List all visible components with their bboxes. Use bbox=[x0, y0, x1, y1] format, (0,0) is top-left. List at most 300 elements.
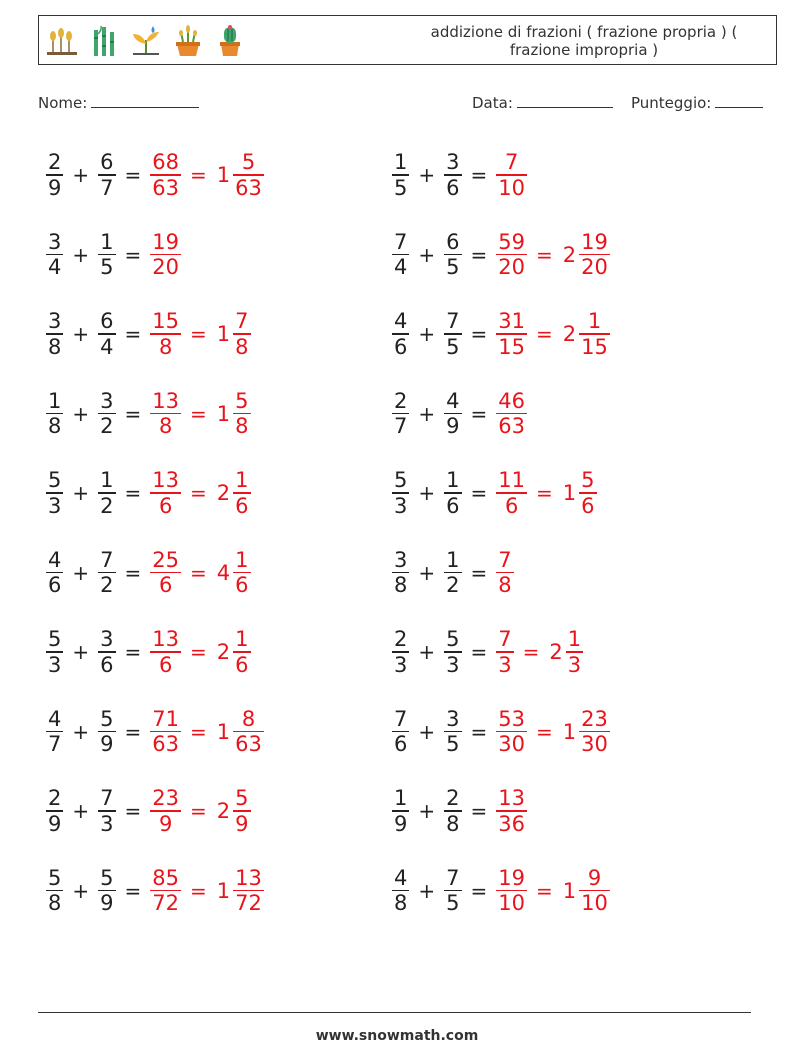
addend-1-denominator: 8 bbox=[48, 414, 62, 439]
addend-1-numerator: 2 bbox=[48, 150, 62, 175]
addend-1-numerator: 4 bbox=[48, 706, 62, 731]
answer-equals-sign: = bbox=[190, 163, 207, 187]
plus-sign: + bbox=[72, 481, 90, 505]
plus-sign: + bbox=[418, 799, 436, 823]
addend-1-denominator: 6 bbox=[394, 334, 408, 359]
addend-2-numerator: 1 bbox=[446, 468, 460, 493]
addend-1-numerator: 5 bbox=[394, 468, 408, 493]
equals-sign: = bbox=[470, 401, 488, 426]
answer-fraction-numerator: 13 bbox=[152, 468, 180, 493]
addend-2 bbox=[98, 866, 115, 916]
addend-1 bbox=[392, 548, 409, 598]
plus-sign: + bbox=[418, 878, 436, 903]
answer-fraction-numerator: 7 bbox=[504, 150, 519, 175]
mixed-fraction-denominator: 6 bbox=[235, 573, 249, 598]
addend-1 bbox=[46, 309, 63, 359]
answer-fraction-numerator: 13 bbox=[152, 627, 180, 652]
addend-2-denominator: 8 bbox=[446, 811, 460, 836]
plus-sign: + bbox=[72, 560, 90, 585]
answer-fraction-numerator: 31 bbox=[498, 309, 526, 334]
plus-sign: + bbox=[72, 640, 90, 664]
equals-sign: = bbox=[470, 799, 488, 823]
mixed-fraction-numerator: 13 bbox=[235, 865, 262, 890]
addend-1-denominator: 8 bbox=[394, 573, 408, 598]
mixed-fraction bbox=[233, 548, 250, 598]
problem-item bbox=[44, 776, 253, 846]
mixed-fraction-numerator: 1 bbox=[235, 627, 249, 652]
equals-sign: = bbox=[124, 322, 142, 346]
addend-2-denominator: 9 bbox=[446, 414, 460, 439]
addend-2 bbox=[444, 866, 461, 916]
mixed-fraction-denominator: 10 bbox=[581, 891, 608, 916]
answer-fraction bbox=[496, 707, 527, 757]
date-field bbox=[472, 93, 613, 112]
problem-item bbox=[44, 220, 183, 290]
mixed-fraction bbox=[579, 468, 596, 518]
addend-1-numerator: 1 bbox=[48, 388, 62, 413]
addend-2-denominator: 7 bbox=[100, 175, 114, 200]
problem-item bbox=[390, 538, 516, 608]
mixed-whole: 1 bbox=[216, 322, 231, 346]
answer-fraction-numerator: 13 bbox=[498, 786, 526, 811]
answer-fraction-denominator: 63 bbox=[498, 414, 526, 439]
addend-2-denominator: 5 bbox=[446, 255, 460, 280]
addend-1-numerator: 3 bbox=[48, 309, 62, 334]
plus-sign: + bbox=[72, 163, 90, 187]
answer-fraction-numerator: 53 bbox=[498, 706, 526, 731]
answer-fraction bbox=[150, 150, 181, 200]
answer-equals-sign: = bbox=[536, 481, 553, 505]
addend-1-numerator: 2 bbox=[394, 627, 408, 652]
addend-2-denominator: 2 bbox=[100, 493, 114, 518]
answer-fraction-denominator: 36 bbox=[498, 811, 526, 836]
addend-2-numerator: 3 bbox=[100, 388, 114, 413]
mixed-fraction bbox=[233, 389, 250, 439]
answer-fraction-numerator: 19 bbox=[152, 229, 180, 254]
addend-1-denominator: 3 bbox=[48, 493, 62, 518]
addend-1-numerator: 1 bbox=[394, 786, 408, 811]
addend-2-numerator: 3 bbox=[446, 150, 460, 175]
date-label: Data: bbox=[472, 94, 513, 112]
mixed-fraction bbox=[233, 786, 250, 836]
plus-sign: + bbox=[418, 560, 436, 585]
addend-2 bbox=[98, 468, 115, 518]
answer-fraction-denominator: 8 bbox=[158, 334, 173, 359]
mixed-fraction-numerator: 5 bbox=[235, 388, 249, 413]
equals-sign: = bbox=[470, 481, 488, 505]
plus-sign: + bbox=[72, 322, 90, 346]
equals-sign: = bbox=[124, 560, 142, 585]
worksheet-header bbox=[38, 15, 777, 65]
addend-2 bbox=[444, 627, 461, 677]
addend-2-denominator: 9 bbox=[100, 732, 114, 757]
answer-fraction-numerator: 46 bbox=[498, 388, 526, 413]
mixed-fraction-numerator: 1 bbox=[235, 547, 249, 572]
answer-equals-sign: = bbox=[190, 560, 207, 585]
addend-1 bbox=[46, 468, 63, 518]
addend-1-numerator: 3 bbox=[48, 229, 62, 254]
problem-item bbox=[44, 697, 266, 767]
addend-1-denominator: 3 bbox=[48, 652, 62, 677]
addend-2 bbox=[98, 230, 115, 280]
answer-fraction-denominator: 6 bbox=[158, 573, 173, 598]
plus-sign: + bbox=[418, 481, 436, 505]
answer-equals-sign: = bbox=[190, 640, 207, 664]
mixed-fraction bbox=[233, 150, 264, 200]
plus-sign: + bbox=[72, 719, 90, 744]
problem-item bbox=[390, 856, 612, 926]
answer-equals-sign: = bbox=[190, 401, 207, 426]
mixed-fraction-denominator: 3 bbox=[567, 652, 582, 677]
addend-2 bbox=[98, 548, 115, 598]
addend-1 bbox=[392, 230, 409, 280]
problem-item bbox=[390, 140, 529, 210]
addend-2 bbox=[98, 627, 115, 677]
addend-2-denominator: 6 bbox=[446, 175, 460, 200]
problem-item bbox=[44, 617, 253, 687]
mixed-fraction-numerator: 5 bbox=[235, 786, 249, 811]
addend-1-denominator: 7 bbox=[394, 414, 408, 439]
answer-fraction-denominator: 6 bbox=[158, 493, 173, 518]
addend-2-numerator: 7 bbox=[100, 786, 114, 811]
answer-fraction bbox=[496, 866, 527, 916]
addend-2-numerator: 6 bbox=[100, 150, 114, 175]
addend-1 bbox=[392, 866, 409, 916]
addend-2-numerator: 3 bbox=[100, 627, 114, 652]
addend-2 bbox=[444, 786, 461, 836]
addend-1-numerator: 5 bbox=[48, 627, 62, 652]
mixed-fraction-denominator: 72 bbox=[235, 891, 262, 916]
plus-sign: + bbox=[72, 242, 90, 267]
addend-1-denominator: 9 bbox=[394, 811, 408, 836]
cactus-icon bbox=[213, 24, 247, 58]
mixed-fraction bbox=[233, 707, 264, 757]
addend-2-denominator: 2 bbox=[446, 573, 460, 598]
answer-fraction-denominator: 72 bbox=[152, 891, 180, 916]
mixed-whole: 1 bbox=[216, 163, 231, 187]
answer-fraction bbox=[496, 309, 527, 359]
addend-2-denominator: 3 bbox=[446, 652, 460, 677]
addend-1-denominator: 3 bbox=[394, 493, 408, 518]
mixed-fraction-numerator: 8 bbox=[241, 706, 256, 731]
answer-equals-sign: = bbox=[190, 719, 207, 744]
equals-sign: = bbox=[470, 640, 488, 664]
mixed-fraction-numerator: 23 bbox=[581, 706, 608, 731]
mixed-whole: 2 bbox=[562, 322, 577, 346]
mixed-fraction bbox=[233, 627, 250, 677]
mixed-fraction bbox=[579, 230, 610, 280]
answer-fraction-denominator: 10 bbox=[498, 891, 526, 916]
date-blank[interactable] bbox=[517, 93, 613, 108]
answer-equals-sign: = bbox=[190, 878, 207, 903]
addend-1 bbox=[392, 468, 409, 518]
mixed-fraction-denominator: 9 bbox=[235, 811, 249, 836]
mixed-fraction-numerator: 7 bbox=[235, 309, 249, 334]
problem-item bbox=[44, 538, 253, 608]
addend-2 bbox=[444, 707, 461, 757]
addend-2-denominator: 9 bbox=[100, 891, 114, 916]
addend-2-denominator: 5 bbox=[446, 891, 460, 916]
bamboo-icon bbox=[87, 24, 121, 58]
addend-1 bbox=[46, 866, 63, 916]
answer-fraction bbox=[496, 389, 527, 439]
addend-2-numerator: 1 bbox=[100, 468, 114, 493]
addend-2-numerator: 6 bbox=[100, 309, 114, 334]
mixed-fraction bbox=[579, 309, 610, 359]
addend-2-numerator: 7 bbox=[446, 865, 460, 890]
mixed-fraction-denominator: 6 bbox=[235, 493, 249, 518]
addend-2 bbox=[98, 309, 115, 359]
addend-2 bbox=[444, 230, 461, 280]
addend-2 bbox=[444, 468, 461, 518]
mixed-fraction-denominator: 8 bbox=[235, 334, 249, 359]
score-field bbox=[631, 93, 763, 112]
answer-fraction-denominator: 30 bbox=[498, 732, 526, 757]
equals-sign: = bbox=[470, 719, 488, 744]
equals-sign: = bbox=[470, 163, 488, 187]
mixed-whole: 2 bbox=[216, 799, 231, 823]
plus-sign: + bbox=[418, 242, 436, 267]
addend-2 bbox=[98, 150, 115, 200]
mixed-whole: 2 bbox=[216, 640, 231, 664]
plus-sign: + bbox=[72, 401, 90, 426]
equals-sign: = bbox=[470, 878, 488, 903]
addend-1-denominator: 6 bbox=[48, 573, 62, 598]
answer-fraction bbox=[150, 468, 181, 518]
answer-fraction-numerator: 13 bbox=[152, 388, 180, 413]
addend-2 bbox=[98, 707, 115, 757]
equals-sign: = bbox=[470, 242, 488, 267]
addend-2 bbox=[444, 389, 461, 439]
footer-divider bbox=[38, 1012, 751, 1013]
addend-2-denominator: 2 bbox=[100, 573, 114, 598]
answer-equals-sign: = bbox=[536, 322, 553, 346]
answer-fraction-denominator: 8 bbox=[158, 414, 173, 439]
addend-2-denominator: 6 bbox=[100, 652, 114, 677]
addend-1-numerator: 5 bbox=[48, 865, 62, 890]
worksheet-title: addizione di frazioni ( frazione propria ) ( frazione impropria ) bbox=[430, 23, 738, 59]
mixed-whole: 1 bbox=[562, 481, 577, 505]
answer-fraction bbox=[150, 866, 181, 916]
mixed-fraction-numerator: 1 bbox=[587, 309, 602, 334]
answer-fraction bbox=[150, 309, 181, 359]
addend-2-denominator: 2 bbox=[100, 414, 114, 439]
addend-1-numerator: 7 bbox=[394, 706, 408, 731]
problem-item bbox=[44, 379, 253, 449]
addend-1-denominator: 4 bbox=[394, 255, 408, 280]
answer-fraction bbox=[496, 786, 527, 836]
answer-fraction bbox=[150, 548, 181, 598]
addend-2 bbox=[444, 548, 461, 598]
equals-sign: = bbox=[124, 163, 142, 187]
addend-1 bbox=[46, 150, 63, 200]
header-icons bbox=[45, 22, 247, 60]
answer-fraction-denominator: 10 bbox=[498, 175, 526, 200]
equals-sign: = bbox=[124, 719, 142, 744]
answer-fraction-numerator: 59 bbox=[498, 229, 526, 254]
equals-sign: = bbox=[124, 799, 142, 823]
addend-1-denominator: 5 bbox=[394, 175, 408, 200]
mixed-fraction-denominator: 20 bbox=[581, 255, 608, 280]
plus-sign: + bbox=[72, 878, 90, 903]
addend-1-numerator: 4 bbox=[394, 865, 408, 890]
answer-fraction-numerator: 7 bbox=[498, 547, 512, 572]
addend-1 bbox=[392, 627, 409, 677]
answer-fraction-denominator: 20 bbox=[498, 255, 526, 280]
plus-sign: + bbox=[418, 640, 436, 664]
footer-url: www.snowmath.com bbox=[315, 1028, 479, 1044]
addend-1 bbox=[392, 150, 409, 200]
answer-fraction-denominator: 8 bbox=[498, 573, 512, 598]
mixed-fraction bbox=[579, 707, 610, 757]
problem-item bbox=[390, 776, 529, 846]
plus-sign: + bbox=[418, 401, 436, 426]
addend-1 bbox=[46, 548, 63, 598]
sprout-icon bbox=[129, 24, 163, 58]
plus-sign: + bbox=[418, 719, 436, 744]
answer-fraction bbox=[496, 548, 513, 598]
addend-2-denominator: 5 bbox=[446, 334, 460, 359]
plus-sign: + bbox=[72, 799, 90, 823]
problem-item bbox=[44, 856, 266, 926]
answer-fraction bbox=[496, 150, 527, 200]
mixed-fraction bbox=[579, 866, 610, 916]
mixed-fraction-denominator: 63 bbox=[235, 732, 262, 757]
mixed-fraction-numerator: 9 bbox=[587, 865, 602, 890]
addend-2-numerator: 1 bbox=[446, 547, 460, 572]
addend-1-numerator: 2 bbox=[394, 388, 408, 413]
addend-2-denominator: 6 bbox=[446, 493, 460, 518]
addend-1-denominator: 8 bbox=[48, 334, 62, 359]
addend-1-numerator: 2 bbox=[48, 786, 62, 811]
addend-2-numerator: 2 bbox=[446, 786, 460, 811]
mixed-fraction-numerator: 1 bbox=[235, 468, 249, 493]
answer-fraction bbox=[150, 389, 181, 439]
mixed-fraction-denominator: 6 bbox=[235, 652, 249, 677]
addend-1-denominator: 6 bbox=[394, 732, 408, 757]
addend-2-numerator: 6 bbox=[446, 229, 460, 254]
answer-fraction bbox=[150, 627, 181, 677]
answer-fraction-denominator: 20 bbox=[152, 255, 180, 280]
addend-1-denominator: 8 bbox=[394, 891, 408, 916]
equals-sign: = bbox=[124, 242, 142, 267]
addend-2-numerator: 5 bbox=[446, 627, 460, 652]
mixed-fraction-numerator: 5 bbox=[241, 150, 256, 175]
addend-2-denominator: 5 bbox=[446, 732, 460, 757]
mixed-whole: 1 bbox=[216, 878, 231, 903]
addend-1-denominator: 4 bbox=[48, 255, 62, 280]
mixed-whole: 1 bbox=[562, 719, 577, 744]
addend-1 bbox=[46, 230, 63, 280]
answer-fraction bbox=[496, 230, 527, 280]
equals-sign: = bbox=[470, 560, 488, 585]
mixed-whole: 1 bbox=[216, 401, 231, 426]
mixed-fraction bbox=[566, 627, 583, 677]
answer-fraction bbox=[150, 230, 181, 280]
addend-2-numerator: 7 bbox=[100, 547, 114, 572]
mixed-fraction-denominator: 6 bbox=[581, 493, 595, 518]
addend-2-denominator: 5 bbox=[100, 255, 114, 280]
addend-1-denominator: 9 bbox=[48, 175, 62, 200]
addend-1 bbox=[46, 627, 63, 677]
answer-fraction-numerator: 71 bbox=[152, 706, 180, 731]
addend-1 bbox=[46, 786, 63, 836]
addend-2 bbox=[444, 150, 461, 200]
addend-1 bbox=[46, 707, 63, 757]
name-blank[interactable] bbox=[91, 93, 199, 108]
mixed-fraction bbox=[233, 866, 264, 916]
addend-1-numerator: 4 bbox=[394, 309, 408, 334]
mixed-fraction bbox=[233, 309, 250, 359]
addend-2-numerator: 5 bbox=[100, 706, 114, 731]
equals-sign: = bbox=[470, 322, 488, 346]
problem-item bbox=[44, 140, 266, 210]
answer-fraction-denominator: 63 bbox=[152, 175, 180, 200]
answer-fraction-numerator: 85 bbox=[152, 865, 180, 890]
mixed-whole: 1 bbox=[562, 878, 577, 903]
addend-2 bbox=[444, 309, 461, 359]
answer-fraction-denominator: 9 bbox=[158, 811, 173, 836]
answer-fraction bbox=[150, 786, 181, 836]
plus-sign: + bbox=[418, 163, 436, 187]
problem-item bbox=[390, 617, 585, 687]
mixed-fraction-denominator: 30 bbox=[581, 732, 608, 757]
addend-1 bbox=[392, 786, 409, 836]
mixed-whole: 2 bbox=[562, 242, 577, 267]
addend-2 bbox=[98, 786, 115, 836]
addend-2-numerator: 7 bbox=[446, 309, 460, 334]
mixed-fraction-denominator: 8 bbox=[235, 414, 249, 439]
problem-item bbox=[390, 220, 612, 290]
answer-fraction-numerator: 23 bbox=[152, 786, 180, 811]
equals-sign: = bbox=[124, 401, 142, 426]
problem-item bbox=[390, 458, 599, 528]
addend-1 bbox=[392, 389, 409, 439]
addend-2-numerator: 1 bbox=[100, 229, 114, 254]
answer-fraction bbox=[496, 627, 513, 677]
answer-fraction-denominator: 6 bbox=[504, 493, 519, 518]
potted-plant-icon bbox=[171, 24, 205, 58]
problem-item bbox=[44, 299, 253, 369]
answer-equals-sign: = bbox=[522, 640, 540, 664]
addend-2-numerator: 3 bbox=[446, 706, 460, 731]
problem-item bbox=[390, 697, 612, 767]
answer-fraction-denominator: 6 bbox=[158, 652, 173, 677]
mixed-whole: 4 bbox=[216, 560, 231, 585]
name-label: Nome: bbox=[38, 94, 88, 112]
mixed-fraction-numerator: 1 bbox=[567, 627, 582, 652]
score-blank[interactable] bbox=[715, 93, 763, 108]
addend-1-numerator: 3 bbox=[394, 547, 408, 572]
addend-2-numerator: 5 bbox=[100, 865, 114, 890]
addend-1-numerator: 1 bbox=[394, 150, 408, 175]
addend-1-denominator: 7 bbox=[48, 732, 62, 757]
addend-1-denominator: 8 bbox=[48, 891, 62, 916]
answer-fraction-numerator: 25 bbox=[152, 547, 180, 572]
answer-fraction-numerator: 15 bbox=[152, 309, 180, 334]
answer-equals-sign: = bbox=[190, 481, 207, 505]
addend-1 bbox=[46, 389, 63, 439]
addend-1 bbox=[392, 707, 409, 757]
equals-sign: = bbox=[124, 878, 142, 903]
name-field bbox=[38, 93, 199, 112]
equals-sign: = bbox=[124, 640, 142, 664]
mixed-fraction-numerator: 5 bbox=[581, 468, 595, 493]
answer-equals-sign: = bbox=[190, 799, 207, 823]
equals-sign: = bbox=[124, 481, 142, 505]
mixed-fraction bbox=[233, 468, 250, 518]
mixed-fraction-denominator: 63 bbox=[235, 175, 262, 200]
